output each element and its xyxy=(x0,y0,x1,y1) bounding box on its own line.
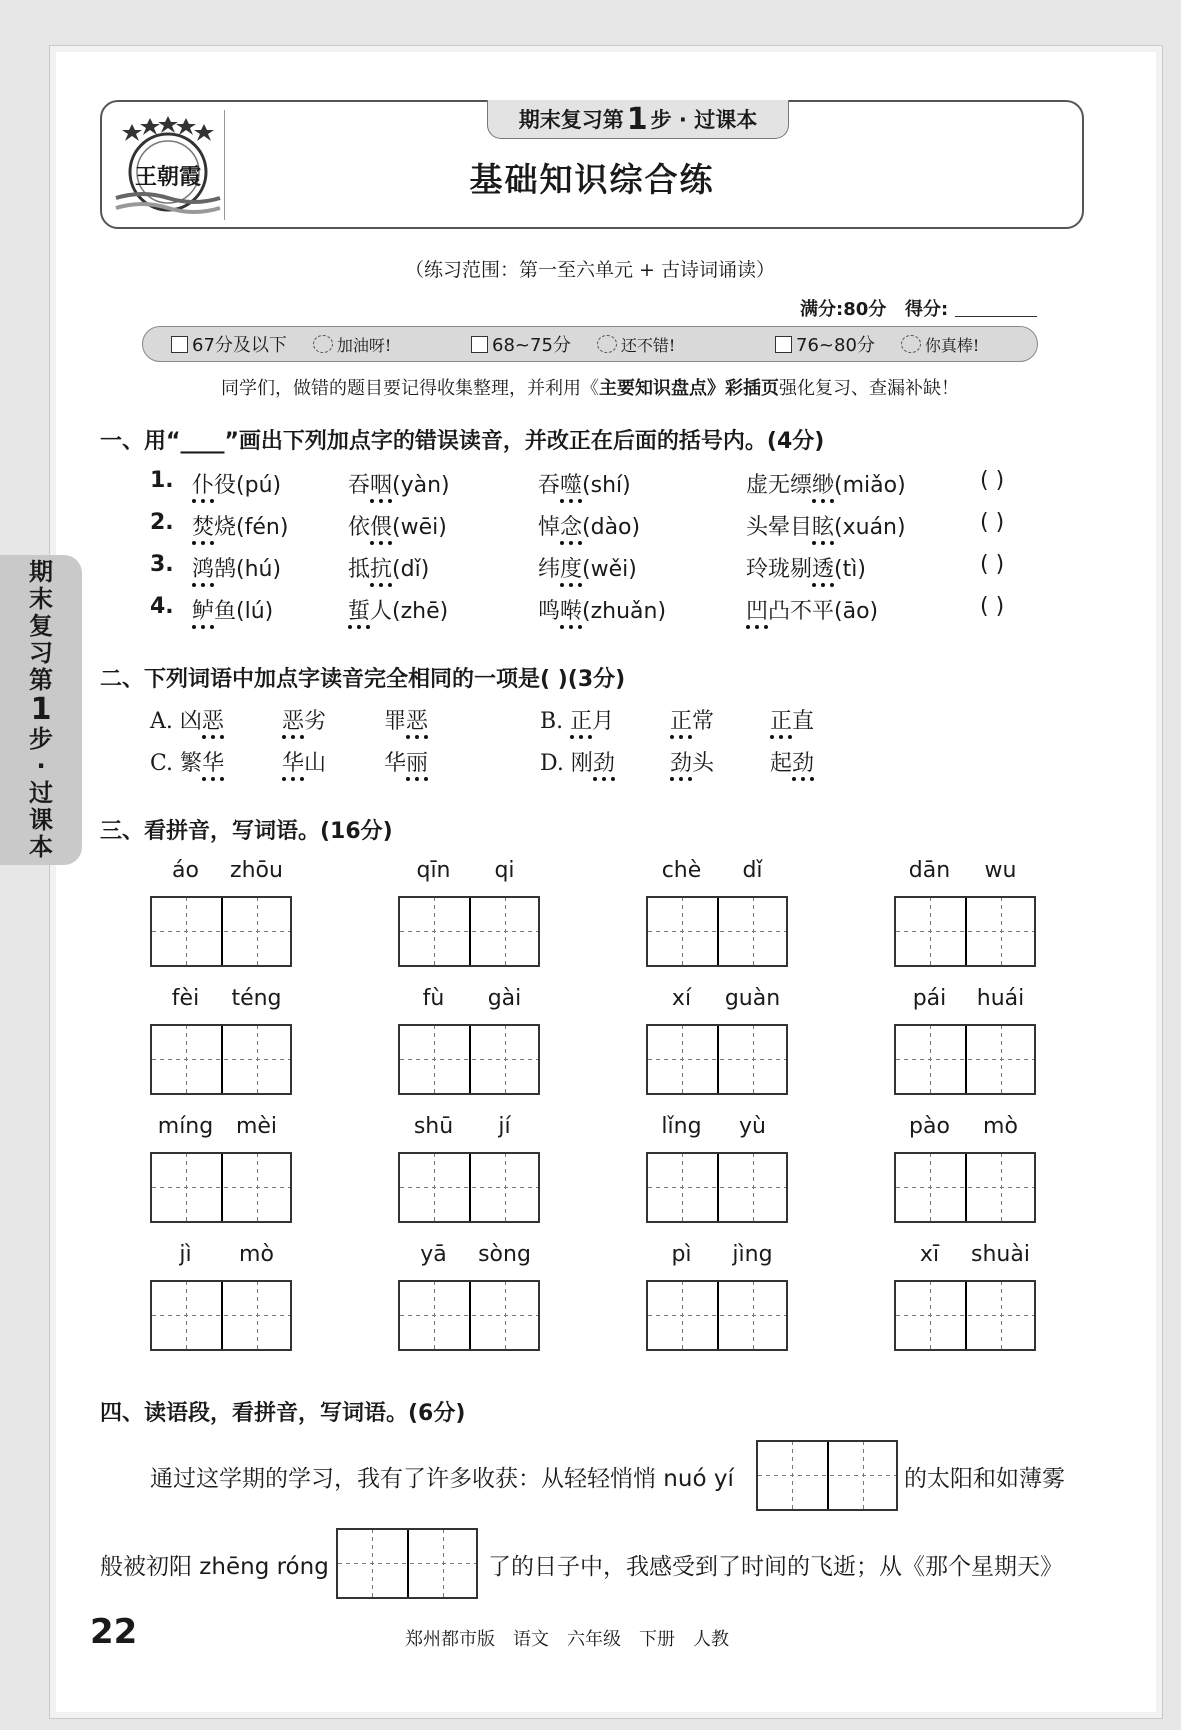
side-tab-char: 期 xyxy=(29,558,53,586)
q1-item xyxy=(348,510,447,541)
q3-pinyin: jì xyxy=(179,1242,192,1267)
q3-pinyin: mò xyxy=(239,1242,274,1267)
practice-scope: （练习范围：第一至六单元 + 古诗词诵读） xyxy=(404,259,775,281)
full-score: 满分:80分 xyxy=(800,299,887,320)
q2-option xyxy=(282,704,326,735)
q1-dotted-char: 凹 xyxy=(746,599,768,629)
reminder-post: 强化复习、查漏补缺！ xyxy=(779,378,959,399)
q3-pinyin: yù xyxy=(739,1114,766,1139)
q1-item xyxy=(538,552,637,583)
q3-answer-box[interactable] xyxy=(646,896,788,967)
q1-word-part: 悼 xyxy=(538,515,561,540)
q1-answer-paren[interactable]: ( ) xyxy=(980,468,1005,493)
q1-item xyxy=(746,510,906,541)
q1-item xyxy=(192,510,288,541)
q3-pinyin: fèi xyxy=(171,986,200,1011)
q1-dotted-char: 噬 xyxy=(560,473,582,503)
q1-pinyin: (wěi) xyxy=(582,557,637,582)
q2-word-part: 月 xyxy=(592,709,615,734)
side-tab-char: 复 xyxy=(29,612,53,640)
q2-option-label: B. xyxy=(540,709,571,734)
q1-item xyxy=(192,468,281,499)
q1-answer-paren[interactable]: ( ) xyxy=(980,552,1005,577)
q2-dotted-char: 正 xyxy=(570,709,592,739)
q4-line2-b: 了的日子中，我感受到了时间的飞逝；从《那个星期天》 xyxy=(488,1554,1063,1580)
q3-pinyin: qīn xyxy=(416,858,451,883)
q2-word-part: 起 xyxy=(770,751,793,776)
q4-line1-a: 通过这学期的学习，我有了许多收获：从轻轻悄悄 nuó yí xyxy=(150,1466,734,1492)
q2-dotted-char: 劲 xyxy=(792,751,814,781)
side-tab-char: 第 xyxy=(29,666,53,694)
level-3-msg: 你真棒! xyxy=(924,335,980,355)
q3-pinyin: téng xyxy=(231,986,282,1011)
banner-prefix: 期末复习第 xyxy=(518,108,624,132)
q3-answer-box[interactable] xyxy=(150,896,292,967)
q1-pinyin: (hú) xyxy=(236,557,282,582)
side-tab-char: 过 xyxy=(29,779,53,807)
level-3-checkbox[interactable] xyxy=(775,336,792,353)
q3-pinyin: zhōu xyxy=(230,858,283,883)
q2-dotted-char: 华 xyxy=(202,751,224,781)
q1-dotted-char: 仆 xyxy=(192,473,214,503)
q3-pinyin: fù xyxy=(422,986,445,1011)
q3-answer-box[interactable] xyxy=(398,896,540,967)
q1-pinyin: (yàn) xyxy=(392,473,450,498)
q4-answer-box-1[interactable] xyxy=(756,1440,898,1511)
q1-dotted-char: 度 xyxy=(560,557,582,587)
q1-word-part: 头晕目 xyxy=(746,515,813,540)
q3-pinyin: lǐng xyxy=(661,1114,702,1139)
q3-answer-box[interactable] xyxy=(894,1280,1036,1351)
q3-answer-box[interactable] xyxy=(150,1152,292,1223)
q3-pinyin: áo xyxy=(172,858,199,883)
q3-answer-box[interactable] xyxy=(398,1024,540,1095)
q1-word-part: 鹄 xyxy=(214,557,237,582)
logo-text: 王朝霞 xyxy=(134,164,201,190)
q1-row-number: 4. xyxy=(150,594,174,619)
q1-dotted-char: 啭 xyxy=(560,599,582,629)
q2-word-part: 繁 xyxy=(180,751,203,776)
q1-word-part: 人 xyxy=(370,599,393,624)
q3-pinyin: pào xyxy=(909,1114,950,1139)
q3-answer-box[interactable] xyxy=(398,1152,540,1223)
q3-pinyin: míng xyxy=(157,1114,214,1139)
q2-option xyxy=(540,704,614,735)
q2-dotted-char: 恶 xyxy=(202,709,224,739)
q1-item xyxy=(746,468,906,499)
q3-pinyin: xí xyxy=(671,986,692,1011)
q2-option-label: C. xyxy=(150,751,181,776)
q1-dotted-char: 偎 xyxy=(370,515,392,545)
reminder-bold: 主要知识盘点》彩插页 xyxy=(599,378,779,399)
q2-option xyxy=(384,704,428,735)
q4-heading: 四、读语段，看拼音，写词语。(6分) xyxy=(100,1401,466,1426)
page-title: 基础知识综合练 xyxy=(469,160,715,199)
reminder xyxy=(100,374,1080,400)
q2-option xyxy=(150,704,224,735)
q3-pinyin: wu xyxy=(984,858,1017,883)
q2-option xyxy=(670,746,714,777)
q2-option xyxy=(670,704,714,735)
q4-line2-a: 般被初阳 zhēng róng xyxy=(100,1554,329,1580)
q1-pinyin: (lú) xyxy=(236,599,274,624)
side-tab-char: 1 xyxy=(30,692,52,727)
q1-item xyxy=(348,468,450,499)
q2-word-part: 常 xyxy=(692,709,715,734)
q1-word-part: 纬 xyxy=(538,557,561,582)
q1-dotted-char: 咽 xyxy=(370,473,392,503)
q1-answer-paren[interactable]: ( ) xyxy=(980,510,1005,535)
q2-word-part: 罪 xyxy=(384,709,407,734)
q2-option-label: D. xyxy=(540,751,571,776)
q3-pinyin: pì xyxy=(671,1242,692,1267)
q3-pinyin: sòng xyxy=(478,1242,531,1267)
level-3-range: 76~80分 xyxy=(796,335,875,356)
side-tab-char: 末 xyxy=(29,585,53,613)
q1-pinyin: (pú) xyxy=(236,473,282,498)
q1-row-number: 1. xyxy=(150,468,174,493)
q3-pinyin: shuài xyxy=(971,1242,1030,1267)
q2-option xyxy=(150,746,224,777)
q1-item xyxy=(348,594,448,625)
q2-dotted-char: 正 xyxy=(670,709,692,739)
q2-dotted-char: 劲 xyxy=(670,751,692,781)
q3-pinyin: qi xyxy=(494,858,515,883)
q2-word-part: 刚 xyxy=(570,751,593,776)
q3-pinyin: dǐ xyxy=(742,858,763,883)
q1-dotted-char: 蜇 xyxy=(348,599,370,629)
level-1-checkbox[interactable] xyxy=(171,336,188,353)
q1-dotted-char: 透 xyxy=(812,557,834,587)
q1-row-number: 3. xyxy=(150,552,174,577)
q1-word-part: 凸不平 xyxy=(768,599,835,624)
level-2-msg: 还不错! xyxy=(620,335,676,355)
footer-info: 郑州都市版 语文 六年级 下册 人教 xyxy=(405,1629,729,1650)
score-label: 得分: xyxy=(905,299,949,320)
q2-dotted-char: 华 xyxy=(282,751,304,781)
q1-dotted-char: 焚 xyxy=(192,515,214,545)
q1-pinyin: (miǎo) xyxy=(834,473,906,498)
q2-dotted-char: 恶 xyxy=(282,709,304,739)
q3-pinyin: yā xyxy=(420,1242,447,1267)
q1-word-part: 吞 xyxy=(348,473,371,498)
q3-pinyin: gài xyxy=(487,986,522,1011)
level-1-range: 67分及以下 xyxy=(192,335,287,356)
q1-word-part: 鱼 xyxy=(214,599,237,624)
q1-pinyin: (shí) xyxy=(582,473,631,498)
q1-word-part: 虚无缥 xyxy=(746,473,813,498)
level-3 xyxy=(775,332,979,356)
side-tab-char: 本 xyxy=(29,833,53,861)
q1-item xyxy=(192,552,281,583)
reminder-pre: 同学们，做错的题目要记得收集整理，并利用《 xyxy=(221,378,599,399)
q3-answer-box[interactable] xyxy=(398,1280,540,1351)
q2-word-part: 劣 xyxy=(304,709,327,734)
q1-item xyxy=(746,594,878,625)
q2-option xyxy=(770,746,814,777)
banner-number: 1 xyxy=(626,101,648,137)
q1-pinyin: (tì) xyxy=(834,557,866,582)
q1-heading: 一、用“____”画出下列加点字的错误读音，并改正在后面的括号内。(4分) xyxy=(100,429,825,454)
q1-word-part: 役 xyxy=(214,473,237,498)
q1-word-part: 依 xyxy=(348,515,371,540)
q3-answer-box[interactable] xyxy=(894,1152,1036,1223)
q2-dotted-char: 恶 xyxy=(406,709,428,739)
q1-dotted-char: 抗 xyxy=(370,557,392,587)
q1-word-part: 鸣 xyxy=(538,599,561,624)
face-icon xyxy=(313,335,333,353)
q4-line1-b: 的太阳和如薄雾 xyxy=(904,1466,1065,1492)
q1-pinyin: (wēi) xyxy=(392,515,447,540)
q2-word-part: 凶 xyxy=(179,709,202,734)
q1-answer-paren[interactable]: ( ) xyxy=(980,594,1005,619)
q1-pinyin: (fén) xyxy=(236,515,289,540)
q1-dotted-char: 念 xyxy=(560,515,582,545)
q2-word-part: 直 xyxy=(792,709,815,734)
q3-pinyin: guàn xyxy=(724,986,781,1011)
score-blank[interactable] xyxy=(955,316,1037,317)
q1-pinyin: (āo) xyxy=(834,599,879,624)
q2-dotted-char: 劲 xyxy=(593,751,615,781)
q1-item xyxy=(538,510,640,541)
q1-word-part: 烧 xyxy=(214,515,237,540)
q1-item xyxy=(192,594,273,625)
step-banner xyxy=(487,100,789,139)
q2-option xyxy=(540,746,615,777)
face-icon xyxy=(597,335,617,353)
q3-answer-box[interactable] xyxy=(646,1024,788,1095)
side-tab-char: · xyxy=(36,752,46,780)
banner-suffix: 步 · 过课本 xyxy=(650,108,758,132)
q1-item xyxy=(538,594,666,625)
q1-row-number: 2. xyxy=(150,510,174,535)
q2-option xyxy=(384,746,428,777)
q1-word-part: 抵 xyxy=(348,557,371,582)
side-tab-char: 步 xyxy=(29,725,53,753)
q1-pinyin: (dào) xyxy=(582,515,641,540)
side-tab-char: 习 xyxy=(29,639,53,667)
q2-word-part: 头 xyxy=(692,751,715,776)
page-number: 22 xyxy=(90,1612,138,1652)
score-level-bar xyxy=(142,326,1038,362)
q1-item xyxy=(538,468,631,499)
q1-dotted-char: 鲈 xyxy=(192,599,214,629)
face-icon xyxy=(901,335,921,353)
q3-pinyin: jìng xyxy=(732,1242,773,1267)
q1-pinyin: (dǐ) xyxy=(392,557,430,582)
q1-item xyxy=(348,552,429,583)
q3-answer-box[interactable] xyxy=(150,1024,292,1095)
level-2-range: 68~75分 xyxy=(492,335,571,356)
q3-answer-box[interactable] xyxy=(646,1280,788,1351)
q3-pinyin: mò xyxy=(983,1114,1018,1139)
q3-pinyin: pái xyxy=(912,986,947,1011)
q1-word-part: 吞 xyxy=(538,473,561,498)
q1-dotted-char: 眩 xyxy=(812,515,834,545)
q2-word-part: 山 xyxy=(304,751,327,776)
level-2-checkbox[interactable] xyxy=(471,336,488,353)
q1-item xyxy=(746,552,866,583)
level-1 xyxy=(171,332,391,356)
q3-pinyin: dān xyxy=(908,858,951,883)
q3-pinyin: huái xyxy=(976,986,1025,1011)
q4-answer-box-2[interactable] xyxy=(336,1528,478,1599)
q1-dotted-char: 鸿 xyxy=(192,557,214,587)
q2-option-label: A. xyxy=(150,709,180,734)
q3-pinyin: shū xyxy=(413,1114,454,1139)
side-tab-char: 课 xyxy=(29,806,53,834)
q3-pinyin: chè xyxy=(661,858,702,883)
q1-pinyin: (zhuǎn) xyxy=(582,599,667,624)
q3-answer-box[interactable] xyxy=(646,1152,788,1223)
q1-dotted-char: 缈 xyxy=(812,473,834,503)
level-1-msg: 加油呀! xyxy=(336,335,392,355)
q3-heading: 三、看拼音，写词语。(16分) xyxy=(100,819,393,844)
q3-pinyin: mèi xyxy=(235,1114,278,1139)
side-tab xyxy=(0,555,82,865)
q3-pinyin: xī xyxy=(919,1242,940,1267)
q3-answer-box[interactable] xyxy=(894,896,1036,967)
q1-pinyin: (xuán) xyxy=(834,515,906,540)
header-box xyxy=(100,100,1084,229)
q2-dotted-char: 正 xyxy=(770,709,792,739)
q3-answer-box[interactable] xyxy=(894,1024,1036,1095)
q2-option xyxy=(282,746,326,777)
q1-pinyin: (zhē) xyxy=(392,599,449,624)
q3-answer-box[interactable] xyxy=(150,1280,292,1351)
q2-word-part: 华 xyxy=(384,751,407,776)
q3-pinyin: jí xyxy=(498,1114,511,1139)
q2-heading: 二、下列词语中加点字读音完全相同的一项是( )(3分) xyxy=(100,667,626,692)
q2-option xyxy=(770,704,814,735)
level-2 xyxy=(471,332,675,356)
q2-dotted-char: 丽 xyxy=(406,751,428,781)
q1-word-part: 玲珑剔 xyxy=(746,557,813,582)
